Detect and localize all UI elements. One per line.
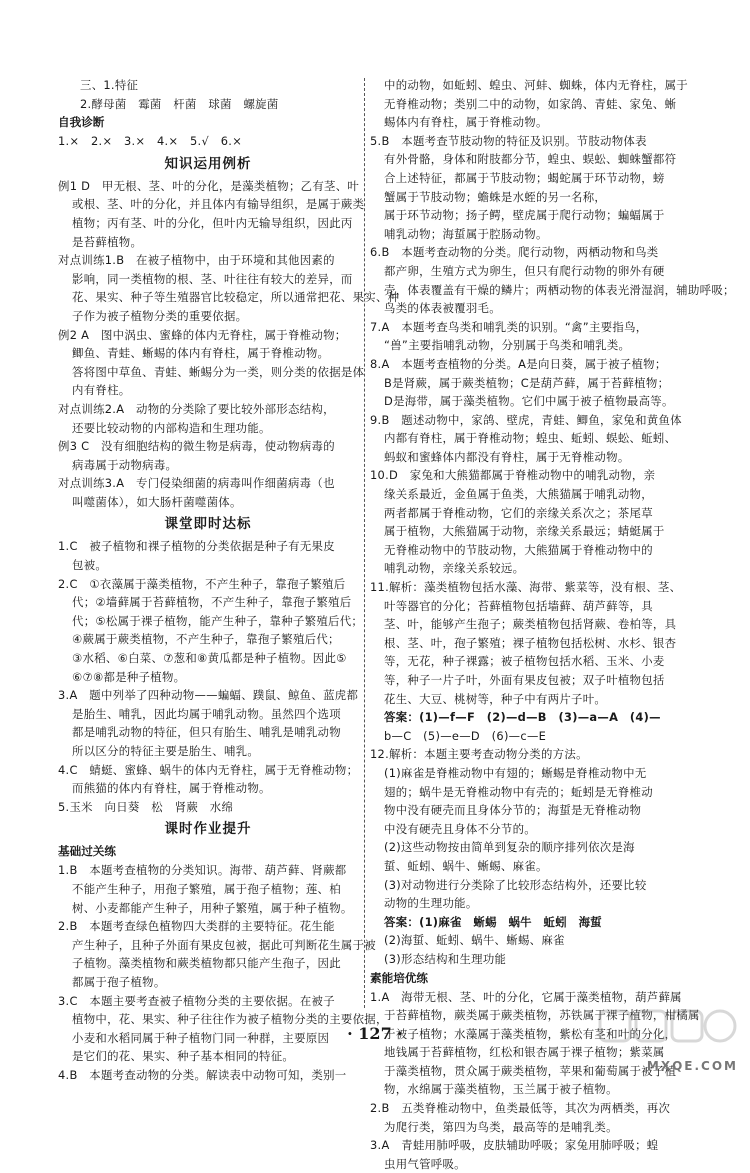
- right-column-line: 1.A 海带无根、茎、叶的分化，它属于藻类植物，葫芦藓属: [370, 989, 682, 1004]
- left-column-line: 例3 C 没有细胞结构的微生物是病毒，使动物病毒的: [58, 439, 335, 454]
- right-column-line: 11.解析：藻类植物包括水藻、海带、紫菜等，没有根、茎、: [370, 580, 682, 595]
- left-column-line: 包被。: [72, 558, 108, 573]
- right-column-line: 8.A 本题考查植物的分类。A是向日葵，属于被子植物；: [370, 356, 667, 371]
- left-column-line: 影响，同一类植物的根、茎、叶往往有较大的差异，而: [72, 271, 353, 286]
- page-number: · 127 ·: [347, 1024, 403, 1043]
- watermark-text: MXQE.COM: [646, 1059, 738, 1073]
- right-column-line: 于藻类植物，贯众属于蕨类植物，苹果和葡萄属于被子植: [384, 1063, 677, 1078]
- left-column-line: 还要比较动物的内部构造和生理功能。: [72, 420, 271, 435]
- left-column-line: 花、果实、种子等生殖器官比较稳定，所以通常把花、果实、种: [72, 290, 400, 305]
- left-column-line: 植物；丙有茎、叶的分化，但叶内无输导组织，因此丙: [72, 215, 353, 230]
- right-column-line: 都产卵，生殖方式为卵生，但只有爬行动物的卵外有硬: [384, 263, 665, 278]
- left-column-line: 不能产生种子，用孢子繁殖，属于孢子植物；莲、柏: [72, 881, 341, 896]
- left-column-line: 是苔藓植物。: [72, 234, 143, 249]
- left-column-line: 对点训练1.B 在被子植物中，由于环境和其他因素的: [58, 253, 335, 268]
- right-column-line: 花生、大豆、桃树等，种子中有两片子叶。: [384, 691, 607, 706]
- left-column-line: 是它们的花、果实、种子基本相同的特征。: [72, 1049, 295, 1064]
- left-column-line: 植物中，花、果实、种子往往作为被子植物分类的主要依据，: [72, 1012, 388, 1027]
- right-column-line: 壳，体表覆盖有干燥的鳞片；两栖动物的体表光滑湿润，辅助呼吸；: [384, 282, 735, 297]
- section-heading: 知识运用例析: [164, 155, 252, 172]
- left-column-line: 例1 D 甲无根、茎、叶的分化，是藻类植物；乙有茎、叶: [58, 178, 360, 193]
- right-column-line: 答案：(1)—f—F (2)—d—B (3)—a—A (4)—: [384, 710, 661, 725]
- left-column-line: 或根、茎、叶的分化，并且体内有输导组织，是属于蕨类: [72, 197, 365, 212]
- left-column-line: 子作为被子植物分类的重要依据。: [72, 308, 248, 323]
- left-column-line: 3.A 题中列举了四种动物——蝙蝠、蹼鼠、鲸鱼、蓝虎都: [58, 688, 359, 703]
- right-column-line: 蚂蚁和蜜蜂体内都没有脊柱，属于无脊椎动物。: [384, 449, 630, 464]
- left-column-line: 是胎生、哺乳，因此均属于哺乳动物。虽然四个选项: [72, 706, 341, 721]
- right-column-line: 蜴体内有脊柱，属于脊椎动物。: [384, 115, 548, 130]
- right-column-line: “兽”主要指哺乳动物，分别属于鸟类和哺乳类。: [384, 338, 631, 353]
- right-column-line: 地钱属于苔藓植物，红松和银杏属于裸子植物；紫菜属: [384, 1045, 665, 1060]
- right-column-line: 答案：(1)麻雀 蜥蜴 蜗牛 蚯蚓 海蜇: [384, 914, 602, 929]
- left-column-line: ④蕨属于蕨类植物，不产生种子，靠孢子繁殖后代；: [72, 632, 340, 647]
- right-column-line: 蟹属于节肢动物；蟾蛛是水蛭的另一名称，: [384, 189, 607, 204]
- right-column-line: (3)形态结构和生理功能: [384, 951, 507, 966]
- left-column-line: 3.C 本题主要考查被子植物分类的主要依据。在被子: [58, 993, 335, 1008]
- left-column-line: 5.玉米 向日葵 松 肾蕨 水绵: [58, 799, 234, 814]
- left-column-line: 答将图中草鱼、青蛙、蜥蜴分为一类，则分类的依据是体: [72, 364, 365, 379]
- right-column-line: (2)海蜇、蚯蚓、蜗牛、蜥蜴、麻雀: [384, 933, 565, 948]
- right-column-line: 合上述特征，都属于节肢动物；蝎蛇属于环节动物，螃: [384, 170, 665, 185]
- left-column-line: 代；②墙藓属于苔藓植物，不产生种子，靠孢子繁殖后: [72, 595, 352, 610]
- right-column-line: 属于环节动物；扬子鳄，壁虎属于爬行动物；蝙蝠属于: [384, 208, 665, 223]
- right-column-line: (3)对动物进行分类除了比较形态结构外，还要比较: [384, 877, 647, 892]
- subsection-heading: 自我诊断: [58, 115, 105, 130]
- left-column-line: 叫噬菌体），如大肠杆菌噬菌体。: [72, 494, 242, 509]
- right-column-line: 中的动物，如蚯蚓、蝗虫、河蚌、蜘蛛，体内无脊柱，属于: [384, 78, 688, 92]
- left-column-line: 树、小麦都能产生种子，用种子繁殖，属于种子植物。: [72, 900, 353, 915]
- left-column-line: 所以区分的特征主要是胎生、哺乳。: [72, 744, 260, 758]
- right-column-line: 虫用气管呼吸。: [384, 1156, 466, 1171]
- left-column-line: 1.B 本题考查植物的分类知识。海带、葫芦藓、肾蕨都: [58, 863, 347, 878]
- right-column-line: 物，水绵属于藻类植物，玉兰属于被子植物。: [384, 1082, 618, 1097]
- left-column-line: 4.B 本题考查动物的分类。解读表中动物可知，类别一: [58, 1067, 347, 1082]
- left-column-line: 子植物。藻类植物和蕨类植物都只能产生孢子，因此: [72, 956, 341, 971]
- right-column-line: (2)这些动物按由简单到复杂的顺序排列依次是海: [384, 840, 635, 855]
- right-column-line: 等，无花，种子裸露；被子植物包括水稻、玉米、小麦: [384, 654, 665, 669]
- column-divider: [364, 78, 365, 1008]
- left-column-line: 都属于孢子植物。: [72, 974, 166, 989]
- left-column-line: 2.C ①衣藻属于藻类植物，不产生种子，靠孢子繁殖后: [58, 576, 346, 591]
- right-column-line: 无脊椎动物中的节肢动物，大熊猫属于脊椎动物中的: [384, 542, 653, 557]
- right-column-line: 3.A 青蛙用肺呼吸，皮肤辅助呼吸；家兔用肺呼吸；蝗: [370, 1138, 659, 1153]
- right-column-line: 5.B 本题考查节肢动物的特征及识别。节肢动物体表: [370, 133, 647, 148]
- right-column-line: 内都有脊柱，属于脊椎动物；蝗虫、蚯蚓、蜈蚣、蚯蚓、: [384, 431, 677, 446]
- right-column-line: b—C (5)—e—D (6)—c—E: [384, 728, 547, 743]
- left-column-line: 对点训练2.A 动物的分类除了要比较外部形态结构，: [58, 401, 335, 416]
- right-column-line: 无脊椎动物；类别二中的动物，如家鸽、青蛙、家兔、蜥: [384, 96, 677, 111]
- right-column-line: 为爬行类，第四为鸟类，最高等的是哺乳类。: [384, 1119, 618, 1134]
- right-column-line: 7.A 本题考查鸟类和哺乳类的识别。“禽”主要指鸟，: [370, 319, 648, 334]
- right-column-line: 蜇、蚯蚓、蜗牛、蜥蜴、麻雀。: [384, 858, 548, 873]
- right-column-line: 等，种子一片子叶，外面有果皮包被；双子叶植物包括: [384, 673, 665, 687]
- subsection-heading: 基础过关练: [58, 844, 116, 859]
- left-column-line: 1.× 2.× 3.× 4.× 5.√ 6.×: [58, 134, 243, 149]
- right-column-line: 翅的；蜗牛是无脊椎动物中有壳的；蚯蚓是无脊椎动: [384, 784, 653, 799]
- right-column-line: 有外骨骼，身体和附肢都分节，蝗虫、蜈蚣、蜘蛛蟹都符: [384, 152, 677, 167]
- section-heading: 课时作业提升: [164, 821, 252, 838]
- left-column-line: ⑥⑦⑧都是种子植物。: [72, 669, 186, 684]
- right-column-line: 于被子植物；水藻属于藻类植物，紫松有茎和叶的分化，: [384, 1026, 677, 1041]
- right-column-line: 物中没有硬壳而且身体分节的；海蜇是无脊椎动物: [384, 803, 642, 818]
- left-column-line: 产生种子，且种子外面有果皮包被，据此可判断花生属于被: [72, 937, 376, 952]
- right-column-line: (1)麻雀是脊椎动物中有翅的；蜥蜴是脊椎动物中无: [384, 765, 647, 780]
- right-column-line: 缘关系最近，金鱼属于鱼类，大熊猫属于哺乳动物，: [384, 487, 653, 502]
- left-column-line: 病毒属于动物病毒。: [72, 457, 178, 472]
- left-column-line: 内有脊柱。: [72, 383, 131, 398]
- right-column-line: 中没有硬壳且身体不分节的。: [384, 821, 536, 836]
- left-column-line: 小麦和水稻同属于种子植物门同一种群，主要原因: [72, 1030, 330, 1045]
- right-column-line: 根、茎、叶，孢子繁殖；裸子植物包括松树、水杉、银杏: [384, 635, 677, 650]
- right-column-line: 9.B 题述动物中，家鸽、壁虎，青蛙、鲫鱼，家兔和黄鱼体: [370, 412, 682, 427]
- right-column-line: 茎、叶，能够产生孢子；蕨类植物包括肾蕨、卷柏等，具: [384, 617, 677, 632]
- right-column-line: 12.解析：本题主要考查动物分类的方法。: [370, 747, 588, 762]
- right-column-line: 于苔藓植物，蕨类属于蕨类植物，苏铁属于裸子植物，柑橘属: [384, 1008, 700, 1023]
- left-column-line: 对点训练3.A 专门侵染细菌的病毒叫作细菌病毒（也: [58, 476, 335, 491]
- right-column-line: 哺乳动物；海蜇属于腔肠动物。: [384, 226, 548, 241]
- left-column-line: 1.C 被子植物和裸子植物的分类依据是种子有无果皮: [58, 539, 335, 554]
- left-column-line: 鲫鱼、青蛙、蜥蜴的体内有脊柱，属于脊椎动物。: [72, 346, 330, 361]
- right-column-line: 2.B 五类脊椎动物中，鱼类最低等，其次为两栖类，再次: [370, 1101, 671, 1116]
- left-column-line: ③水稻、⑥白菜、⑦葱和⑧黄瓜都是种子植物。因此⑤: [72, 651, 347, 666]
- right-column-line: 6.B 本题考查动物的分类。爬行动物，两栖动物和鸟类: [370, 245, 659, 260]
- left-column-line: 2.酵母菌 霉菌 杆菌 球菌 螺旋菌: [80, 96, 279, 111]
- right-column-line: D是海带，属于藻类植物。它们中属于被子植物最高等。: [384, 394, 674, 409]
- left-column-line: 4.C 蜻蜓、蜜蜂、蜗牛的体内无脊柱，属于无脊椎动物；: [58, 762, 359, 777]
- right-column-line: 哺乳动物，亲缘关系较远。: [384, 561, 525, 576]
- left-column-line: 代；⑤松属于裸子植物，能产生种子，靠种子繁殖后代；: [72, 613, 364, 628]
- left-column-line: 都是哺乳动物的特征，但只有胎生、哺乳是哺乳动物: [72, 725, 341, 740]
- section-heading: 课堂即时达标: [164, 516, 252, 533]
- right-column-line: B是肾蕨，属于蕨类植物；C是葫芦藓，属于苔藓植物；: [384, 375, 670, 390]
- subsection-heading: 素能培优练: [370, 970, 428, 985]
- right-column-line: 动物的生理功能。: [384, 896, 478, 911]
- right-column-line: 属于植物，大熊猫属于动物，亲缘关系最远；蜻蜓属于: [384, 524, 665, 539]
- right-column-line: 两者都属于脊椎动物，它们的亲缘关系次之；茶尾草: [384, 505, 653, 520]
- left-column-line: 三、1.特征: [80, 78, 139, 92]
- left-column-line: 而熊猫的体内有脊柱，属于脊椎动物。: [72, 781, 271, 796]
- left-column-line: 例2 A 图中涡虫、蜜蜂的体内无脊柱，属于脊椎动物；: [58, 327, 347, 342]
- right-column-line: 鸟类的体表被覆羽毛。: [384, 301, 501, 316]
- right-column-line: 10.D 家兔和大熊猫都属于脊椎动物中的哺乳动物，亲: [370, 468, 656, 483]
- right-column-line: 叶等器官的分化；苔藓植物包括墙藓、葫芦藓等，具: [384, 598, 653, 613]
- left-column-line: 2.B 本题考查绿色植物四大类群的主要特征。花生能: [58, 919, 335, 934]
